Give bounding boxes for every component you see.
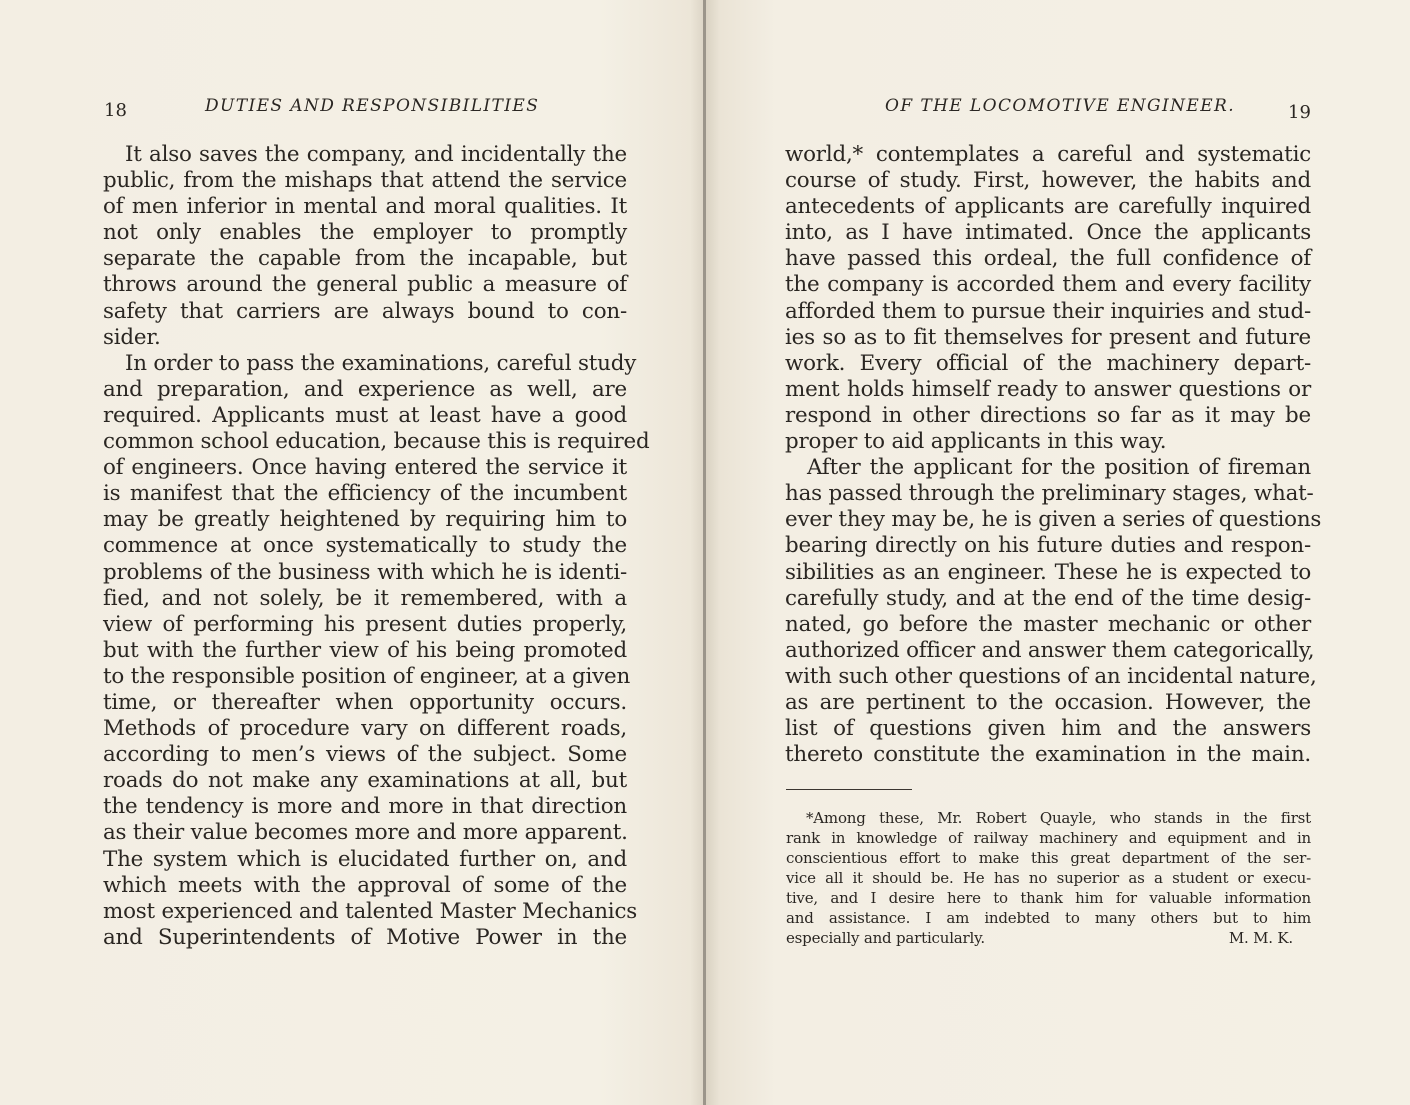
text-line: world,* contemplates a careful and systematic [785, 142, 1311, 167]
text-line: The system which is elucidated further on, and [103, 846, 627, 872]
text-line: course of study. First, however, the habits and [785, 168, 1311, 194]
text-line: to the responsible position of engineer, at a given [103, 663, 631, 689]
text-line: sibilities as an engineer. These he is expected to [785, 559, 1311, 585]
text-line: of engineers. Once having entered the service it [103, 455, 627, 481]
footnote-line: rank in knowledge of railway machinery and equipment and in [786, 829, 1311, 847]
text-line: Methods of procedure vary on different roads, [103, 716, 627, 742]
text-line: separate the capable from the incapable, but [103, 246, 627, 272]
text-line: and Superintendents of Motive Power in the [103, 924, 627, 950]
text-line: into, as I have intimated. Once the applicants [785, 220, 1311, 246]
text-line: has passed through the preliminary stages, what- [785, 481, 1314, 507]
text-line: but with the further view of his being promoted [103, 637, 627, 663]
text-line: of men inferior in mental and moral qualities. It [103, 194, 627, 220]
text-line: roads do not make any examinations at all, but [103, 768, 627, 794]
text-line: the company is accorded them and every facility [785, 272, 1311, 298]
text-line: time, or thereafter when opportunity occurs. [103, 689, 627, 715]
text-line: respond in other directions so far as it may be [785, 402, 1311, 428]
footnote [786, 808, 1311, 948]
text-line: list of questions given him and the answers [785, 716, 1311, 742]
text-line: commence at once systematically to study the [103, 533, 627, 559]
text-line: which meets with the approval of some of the [103, 872, 627, 898]
text-line: most experienced and talented Master Mechanics [103, 898, 637, 924]
footnote-line: vice all it should be. He has no superior as a student or execu- [786, 869, 1311, 887]
text-line: not only enables the employer to promptly [103, 220, 627, 246]
body-text [785, 142, 1322, 768]
text-line: In order to pass the examinations, careful study [125, 350, 637, 376]
page-number: 19 [1288, 102, 1311, 123]
text-line: ies so as to fit themselves for present and future [785, 324, 1311, 350]
footnote-line: conscientious effort to make this great department of the ser- [786, 849, 1311, 867]
text-line: as are pertinent to the occasion. However, the [785, 689, 1311, 715]
text-line: according to men’s views of the subject. Some [103, 742, 627, 768]
footnote-last-line [786, 928, 1311, 948]
text-line: public, from the mishaps that attend the service [103, 168, 627, 194]
footnote-line: especially and particularly. [786, 929, 985, 947]
page-number: 18 [104, 100, 127, 121]
text-line: required. Applicants must at least have a good [103, 402, 627, 428]
text-line: and preparation, and experience as well, are [103, 376, 627, 402]
text-line: bearing directly on his future duties and respon- [785, 533, 1311, 559]
book-gutter [703, 0, 706, 1105]
right-page [705, 0, 1410, 1105]
footnote-divider [786, 789, 912, 790]
text-line: common school education, because this is required [103, 429, 650, 455]
text-line: is manifest that the efficiency of the incumbent [103, 481, 627, 507]
text-line: may be greatly heightened by requiring him to [103, 507, 627, 533]
text-line: view of performing his present duties properly, [103, 611, 627, 637]
footnote-line: tive, and I desire here to thank him for valuable information [786, 889, 1311, 907]
text-line: ever they may be, he is given a series of questions [785, 507, 1322, 533]
text-line: sider. [103, 324, 161, 350]
text-line: afforded them to pursue their inquiries and stud- [785, 298, 1311, 324]
running-head: DUTIES AND RESPONSIBILITIES [205, 96, 540, 116]
text-line: as their value becomes more and more apparent. [103, 820, 628, 846]
text-line: problems of the business with which he is identi- [103, 559, 627, 585]
text-line: carefully study, and at the end of the time desig- [785, 585, 1311, 611]
text-line: ment holds himself ready to answer questions or [785, 376, 1311, 402]
text-line: It also saves the company, and incidentally the [125, 142, 627, 167]
text-line: fied, and not solely, be it remembered, with a [103, 585, 627, 611]
footnote-line: and assistance. I am indebted to many others but to him [786, 909, 1311, 927]
text-line: proper to aid applicants in this way. [785, 429, 1167, 455]
body-text [103, 142, 650, 951]
text-line: safety that carriers are always bound to con- [103, 298, 627, 324]
footnote-signature: M. M. K. [1228, 929, 1293, 947]
text-line: antecedents of applicants are carefully inquired [785, 194, 1311, 220]
text-line: authorized officer and answer them categorically, [785, 637, 1315, 663]
text-line: the tendency is more and more in that direction [103, 794, 627, 820]
text-line: with such other questions of an incidental nature, [785, 663, 1317, 689]
footnote-line: *Among these, Mr. Robert Quayle, who stands in the first [806, 809, 1311, 827]
text-line: have passed this ordeal, the full confidence of [785, 246, 1311, 272]
text-line: thereto constitute the examination in the main. [785, 742, 1311, 768]
text-line: After the applicant for the position of fireman [807, 455, 1311, 481]
text-line: nated, go before the master mechanic or other [785, 611, 1311, 637]
text-line: throws around the general public a measure of [103, 272, 627, 298]
text-line: work. Every official of the machinery depart- [785, 350, 1311, 376]
running-head: OF THE LOCOMOTIVE ENGINEER. [885, 96, 1236, 116]
